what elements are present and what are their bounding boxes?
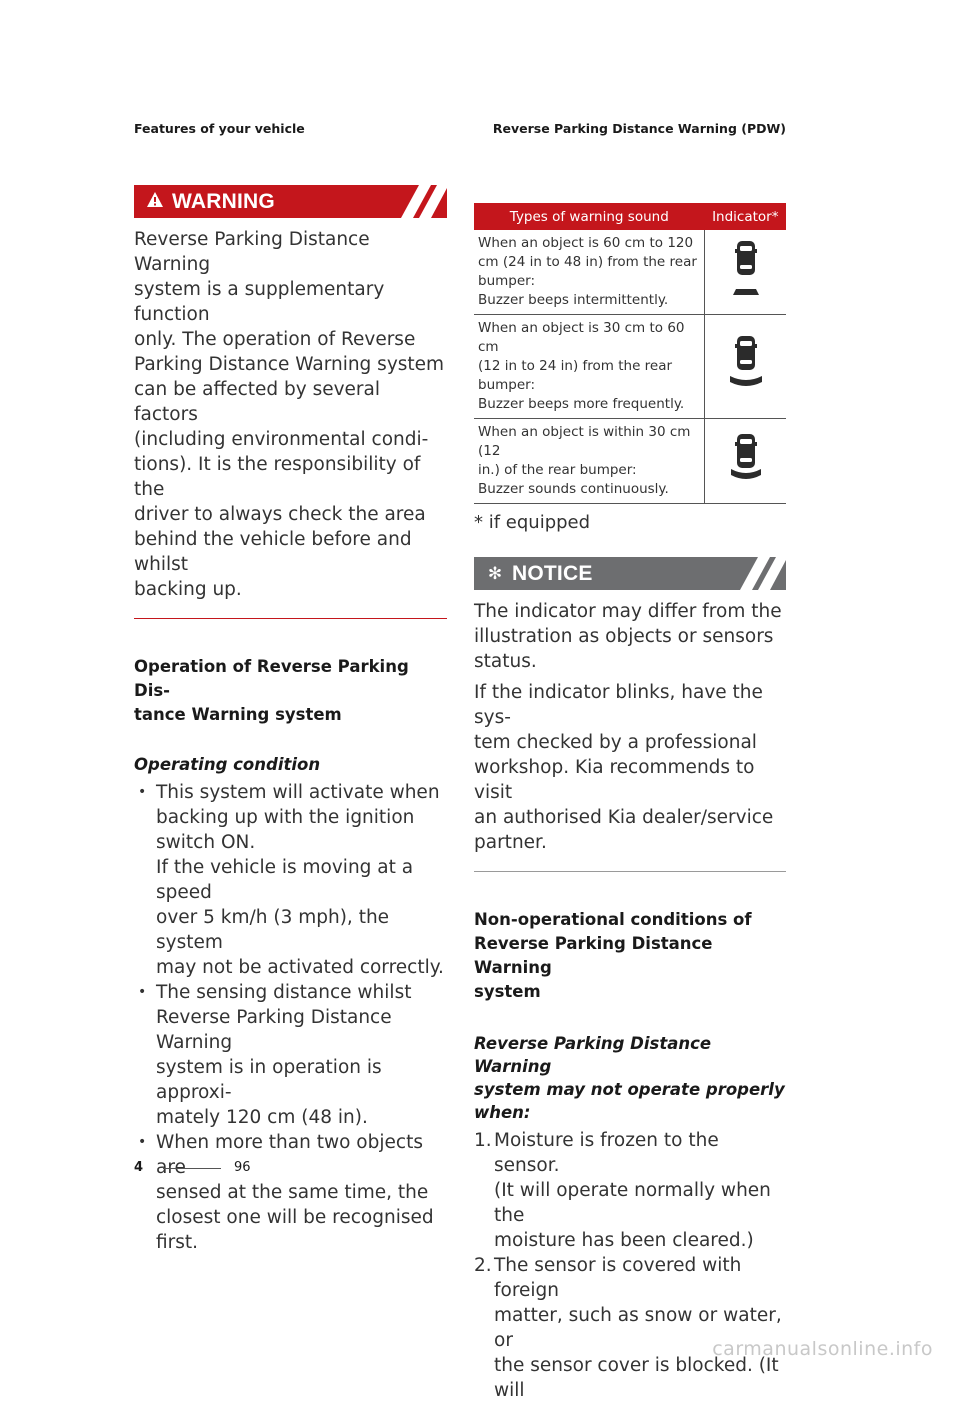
list-line: the sensor cover is blocked. (It will	[494, 1355, 779, 1401]
cell-line: Buzzer beeps more frequently.	[478, 396, 685, 412]
nonop-list	[474, 1128, 786, 1403]
subsection-title: Reverse Parking Distance Warning	[474, 1034, 712, 1076]
warning-banner	[134, 185, 447, 218]
notice-divider	[474, 871, 786, 872]
car-rear-indicator-icon	[724, 237, 768, 301]
list-line: closest one will be recognised	[156, 1207, 434, 1228]
notice-banner	[474, 557, 786, 590]
cell-line: (12 in to 24 in) from the rear	[478, 358, 673, 374]
notice-title: NOTICE	[512, 561, 593, 585]
list-item	[474, 1128, 786, 1253]
car-rear-indicator-icon	[724, 431, 768, 485]
notice-line: The indicator may differ from the	[474, 601, 782, 622]
warning-line: Reverse Parking Distance Warning	[134, 229, 370, 275]
list-line: • This system will activate when	[156, 782, 440, 803]
operation-bullets	[134, 780, 447, 1255]
warning-line: can be affected by several factors	[134, 379, 381, 425]
warning-line: backing up.	[134, 579, 242, 600]
running-header-left: Features of your vehicle	[134, 121, 305, 136]
list-item	[134, 780, 447, 980]
footer-rule	[163, 1168, 221, 1169]
running-header-right: Reverse Parking Distance Warning (PDW)	[492, 121, 786, 136]
notice-line: an authorised Kia dealer/service	[474, 807, 774, 828]
table-row	[474, 230, 786, 315]
warning-line: (including environmental condi-	[134, 429, 429, 450]
list-line: backing up with the ignition	[156, 807, 415, 828]
list-number: 2.	[474, 1255, 492, 1276]
list-line: switch ON.	[156, 832, 256, 853]
banner-slashes	[726, 557, 786, 590]
asterisk-icon: ✻	[487, 563, 503, 584]
list-line: over 5 km/h (3 mph), the system	[156, 907, 390, 953]
cell-line: cm (24 in to 48 in) from the rear	[478, 254, 697, 270]
indicator-cell	[705, 315, 786, 419]
list-line: (It will operate normally when the	[494, 1180, 771, 1226]
nonop-section	[474, 908, 786, 1403]
list-line: moisture has been cleared.)	[494, 1230, 754, 1251]
page-section-number: 4	[134, 1160, 144, 1175]
subsection-title: Operating condition	[134, 755, 321, 774]
list-line: first.	[156, 1232, 199, 1253]
table-cell	[474, 230, 705, 315]
left-column	[134, 185, 447, 1255]
cell-line: in.) of the rear bumper:	[478, 462, 637, 478]
notice-line: illustration as objects or sensors	[474, 626, 774, 647]
section-title: Operation of Reverse Parking Dis-	[134, 657, 409, 700]
cell-line: bumper:	[478, 273, 536, 289]
table-footnote: * if equipped	[474, 512, 591, 533]
notice-line: workshop. Kia recommends to visit	[474, 757, 755, 803]
warning-line: tions). It is the responsibility of the	[134, 454, 421, 500]
list-line: • The sensing distance whilst	[156, 982, 412, 1003]
list-line: If the vehicle is moving at a speed	[156, 857, 414, 903]
warning-line: only. The operation of Reverse	[134, 329, 416, 350]
table-cell	[474, 419, 705, 504]
list-line: • When more than two objects are	[156, 1132, 423, 1178]
notice-line: status.	[474, 651, 537, 672]
warning-title: WARNING	[172, 189, 275, 213]
cell-line: When an object is 60 cm to 120	[478, 235, 694, 251]
right-column	[474, 203, 786, 1403]
warning-text	[134, 227, 447, 602]
section-title: system	[474, 982, 541, 1001]
warning-line: driver to always check the area	[134, 504, 426, 525]
list-line: Reverse Parking Distance Warning	[156, 1007, 392, 1053]
indicator-cell	[705, 419, 786, 504]
warning-line: Parking Distance Warning system	[134, 354, 445, 375]
list-line: matter, such as snow or water, or	[494, 1305, 782, 1351]
table-row	[474, 419, 786, 504]
cell-line: Buzzer beeps intermittently.	[478, 292, 669, 308]
list-line: sensed at the same time, the	[156, 1182, 429, 1203]
warning-line: system is a supplementary function	[134, 279, 385, 325]
table-row	[474, 315, 786, 419]
table-header-indicator: Indicator*	[705, 203, 786, 230]
watermark: carmanualsonline.info	[712, 1338, 933, 1360]
list-number: 1.	[474, 1130, 492, 1151]
car-rear-indicator-icon	[724, 332, 768, 396]
operation-section	[134, 655, 447, 1255]
cell-line: When an object is within 30 cm (12	[478, 424, 691, 459]
notice-line: tem checked by a professional	[474, 732, 757, 753]
section-title: Reverse Parking Distance Warning	[474, 934, 713, 977]
list-item	[474, 1253, 786, 1403]
notice-text	[474, 599, 786, 855]
list-line: The sensor is covered with foreign	[494, 1255, 742, 1301]
banner-slashes	[387, 185, 447, 218]
cell-line: When an object is 30 cm to 60 cm	[478, 320, 685, 355]
table-header-types: Types of warning sound	[474, 203, 705, 230]
cell-line: bumper:	[478, 377, 536, 393]
list-line: Moisture is frozen to the sensor.	[494, 1130, 719, 1176]
table-cell	[474, 315, 705, 419]
section-title: tance Warning system	[134, 705, 342, 724]
notice-line: partner.	[474, 832, 547, 853]
warning-triangle-icon	[144, 192, 166, 212]
notice-line: If the indicator blinks, have the sys-	[474, 682, 763, 728]
cell-line: Buzzer sounds continuously.	[478, 481, 669, 497]
indicator-cell	[705, 230, 786, 315]
list-line: mately 120 cm (48 in).	[156, 1107, 368, 1128]
page-number: 96	[234, 1160, 251, 1175]
list-line: system is in operation is approxi-	[156, 1057, 382, 1103]
section-title: Non-operational conditions of	[474, 910, 752, 929]
warning-sound-table	[474, 203, 786, 504]
warning-line: behind the vehicle before and whilst	[134, 529, 412, 575]
subsection-title: when:	[474, 1103, 531, 1122]
list-item	[134, 980, 447, 1130]
list-line: may not be activated correctly.	[156, 957, 444, 978]
warning-divider	[134, 618, 447, 619]
list-item	[134, 1130, 447, 1255]
subsection-title: system may not operate properly	[474, 1080, 785, 1099]
